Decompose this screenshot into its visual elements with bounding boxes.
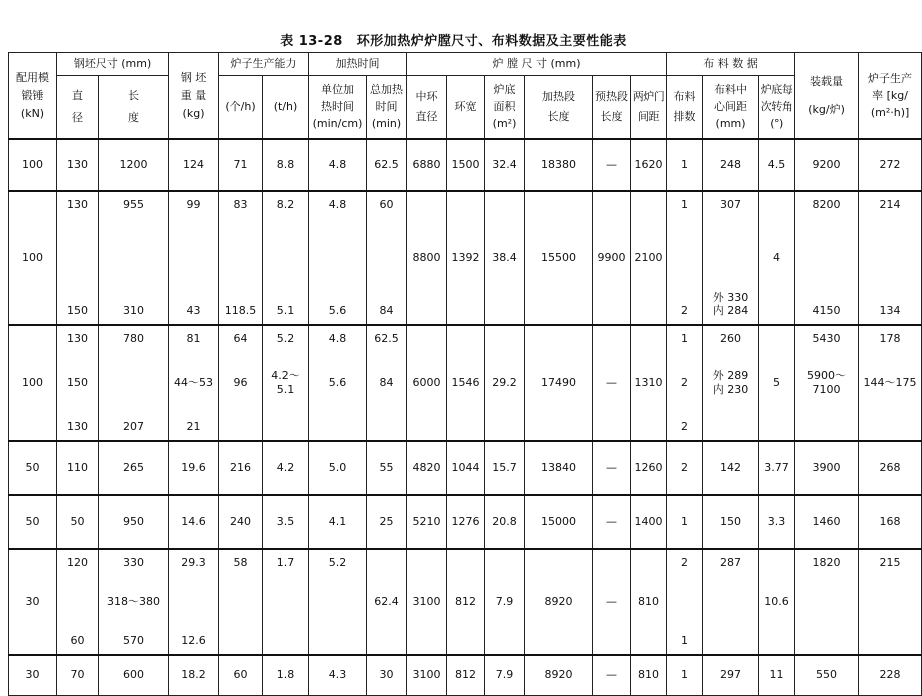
header-preheat-section: 预热段 长度 [593, 76, 631, 140]
cell-line: 8.2 [276, 198, 295, 211]
cell-line: 3900 [812, 461, 841, 474]
cell-line: 62.5 [374, 332, 399, 345]
cell-length [99, 549, 169, 655]
cell-rotate-angle: 11 [759, 655, 795, 695]
cell-row-center [703, 655, 759, 695]
cell-mid-ring-diameter: 5210 [407, 495, 447, 549]
header-chamber: 炉 膛 尺 寸 (mm) [407, 53, 667, 76]
header-rotate-angle: 炉底每 次转角 (°) [759, 76, 795, 140]
cell-productivity [859, 549, 922, 655]
cell-line: 120 [67, 556, 88, 569]
cell-line: 248 [720, 158, 742, 171]
cell-ring-width: 1276 [447, 495, 485, 549]
furnace-data-table [8, 52, 922, 696]
cell-rotate-angle: 10.6 [759, 549, 795, 655]
cell-line: 4150 [812, 304, 841, 317]
table-row [9, 495, 922, 549]
header-capacity: 炉子生产能力 [219, 53, 309, 76]
table-row [9, 139, 922, 191]
cell-pcs-per-hour [219, 549, 263, 655]
cell-heat-section: 15500 [525, 191, 593, 325]
cell-line: 1 [681, 668, 689, 682]
cell-preheat-section: — [593, 139, 631, 191]
cell-row-count [667, 655, 703, 695]
cell-line: 144～175 [863, 376, 917, 389]
header-ton-per-hour: (t/h) [263, 76, 309, 140]
cell-preheat-section: 9900 [593, 191, 631, 325]
cell-diameter [57, 325, 99, 441]
cell-line: 214 [879, 198, 901, 211]
cell-line: 150 [67, 304, 88, 317]
cell-line: 62.5 [374, 158, 399, 171]
cell-line: 70 [70, 668, 85, 682]
cell-line: 1 [681, 634, 689, 647]
cell-mid-ring-diameter: 3100 [407, 655, 447, 695]
cell-mid-ring-diameter: 4820 [407, 441, 447, 495]
cell-line: 5.2 [276, 332, 295, 345]
cell-line: 330 [123, 556, 144, 569]
cell-row-count [667, 495, 703, 549]
cell-line: 4.2～5.1 [271, 369, 300, 396]
cell-productivity [859, 191, 922, 325]
cell-line: 60 [70, 634, 85, 647]
cell-line: 110 [67, 461, 88, 474]
header-diameter: 直 径 [57, 76, 99, 140]
cell-line: 12.6 [181, 634, 206, 647]
cell-length [99, 441, 169, 495]
cell-line: 1200 [119, 158, 148, 171]
header-productivity: 炉子生产 率 [kg/ (m²·h)] [859, 53, 922, 140]
header-door-spacing: 两炉门 间距 [631, 76, 667, 140]
cell-line: 99 [186, 198, 201, 211]
cell-line: 950 [123, 515, 144, 528]
cell-productivity [859, 441, 922, 495]
cell-rotate-angle: 3.77 [759, 441, 795, 495]
cell-diameter [57, 191, 99, 325]
cell-rotate-angle: 5 [759, 325, 795, 441]
cell-line: 96 [233, 376, 248, 389]
table-row [9, 549, 922, 655]
cell-row-center [703, 495, 759, 549]
cell-line: 5.2 [328, 556, 347, 569]
cell-line: 260 [720, 332, 742, 345]
cell-row-count [667, 549, 703, 655]
cell-door-spacing: 2100 [631, 191, 667, 325]
cell-line: 955 [123, 198, 144, 211]
cell-total-heat-time [367, 325, 407, 441]
cell-ton-per-hour [263, 495, 309, 549]
cell-door-spacing: 1260 [631, 441, 667, 495]
cell-line: 1820 [812, 556, 841, 569]
cell-line: 外 289 内 230 [712, 369, 749, 396]
cell-forge-hammer: 50 [9, 441, 57, 495]
cell-load [795, 495, 859, 549]
cell-line: 4.2 [276, 461, 295, 474]
header-total-heat-time: 总加热 时间 (min) [367, 76, 407, 140]
cell-total-heat-time [367, 191, 407, 325]
cell-row-count [667, 325, 703, 441]
cell-line: 2 [681, 304, 689, 317]
cell-pcs-per-hour [219, 325, 263, 441]
cell-total-heat-time [367, 495, 407, 549]
cell-load [795, 139, 859, 191]
cell-diameter [57, 655, 99, 695]
cell-line: 1460 [812, 515, 841, 528]
cell-ton-per-hour [263, 549, 309, 655]
cell-line: 71 [233, 158, 248, 171]
cell-rotate-angle: 3.3 [759, 495, 795, 549]
cell-unit-heat-time [309, 549, 367, 655]
cell-line: 84 [379, 304, 394, 317]
cell-heat-section: 8920 [525, 549, 593, 655]
cell-ring-width: 1500 [447, 139, 485, 191]
cell-line: 2 [681, 420, 689, 433]
cell-diameter [57, 549, 99, 655]
cell-line: 50 [70, 515, 85, 528]
cell-door-spacing: 810 [631, 655, 667, 695]
cell-row-center [703, 139, 759, 191]
cell-heat-section: 15000 [525, 495, 593, 549]
table-title [0, 30, 907, 49]
cell-rotate-angle: 4 [759, 191, 795, 325]
header-mid-ring-diameter: 中环 直径 [407, 76, 447, 140]
cell-mid-ring-diameter: 6000 [407, 325, 447, 441]
table-row [9, 325, 922, 441]
cell-forge-hammer: 30 [9, 549, 57, 655]
cell-line: 150 [720, 515, 742, 528]
cell-diameter [57, 441, 99, 495]
cell-ton-per-hour [263, 325, 309, 441]
cell-mid-ring-diameter: 6880 [407, 139, 447, 191]
cell-ton-per-hour [263, 655, 309, 695]
cell-line: 3.5 [276, 515, 295, 528]
table-row [9, 655, 922, 695]
cell-line: 1 [681, 332, 689, 345]
header-heat-time: 加热时间 [309, 53, 407, 76]
cell-load [795, 191, 859, 325]
cell-hearth-area: 38.4 [485, 191, 525, 325]
cell-heat-section: 18380 [525, 139, 593, 191]
cell-line: 600 [123, 668, 144, 682]
cell-line: 207 [123, 420, 144, 433]
cell-length [99, 655, 169, 695]
cell-preheat-section: — [593, 549, 631, 655]
cell-ring-width: 812 [447, 549, 485, 655]
cell-length [99, 191, 169, 325]
cell-ring-width: 1044 [447, 441, 485, 495]
cell-diameter [57, 139, 99, 191]
cell-line: 5900～7100 [807, 369, 847, 396]
cell-hearth-area: 20.8 [485, 495, 525, 549]
cell-line: 29.3 [181, 556, 206, 569]
cell-line: 4.3 [328, 668, 347, 682]
cell-hearth-area: 32.4 [485, 139, 525, 191]
header-billet-size: 钢坯尺寸 (mm) [57, 53, 169, 76]
cell-preheat-section: — [593, 495, 631, 549]
cell-line: 1.7 [276, 556, 295, 569]
cell-line: 168 [879, 515, 901, 528]
cell-line: 44～53 [174, 376, 214, 389]
cell-weight [169, 495, 219, 549]
cell-line: 150 [67, 376, 88, 389]
cell-line: 5.6 [328, 304, 347, 317]
cell-line: 19.6 [181, 461, 206, 474]
cell-line: 215 [879, 556, 901, 569]
table-body [9, 139, 922, 695]
header-load: 装载量 (kg/炉) [795, 53, 859, 140]
cell-line: 550 [816, 668, 838, 682]
cell-line: 60 [233, 668, 248, 682]
header-row-2 [9, 76, 922, 140]
cell-line: 272 [879, 158, 901, 171]
cell-load [795, 441, 859, 495]
cell-line: 1.8 [276, 668, 295, 682]
cell-forge-hammer: 30 [9, 655, 57, 695]
cell-hearth-area: 7.9 [485, 549, 525, 655]
cell-line: 240 [230, 515, 252, 528]
cell-heat-section: 17490 [525, 325, 593, 441]
cell-line: 130 [67, 198, 88, 211]
cell-line: 310 [123, 304, 144, 317]
cell-row-center [703, 441, 759, 495]
cell-unit-heat-time [309, 441, 367, 495]
cell-line: 130 [67, 158, 88, 171]
cell-pcs-per-hour [219, 139, 263, 191]
cell-preheat-section: — [593, 655, 631, 695]
cell-weight [169, 549, 219, 655]
cell-total-heat-time [367, 655, 407, 695]
header-heat-section: 加热段 长度 [525, 76, 593, 140]
cell-total-heat-time [367, 549, 407, 655]
cell-length [99, 495, 169, 549]
cell-line: 307 [720, 198, 742, 211]
cell-line: 318～380 [107, 595, 160, 608]
cell-length [99, 139, 169, 191]
header-forge-hammer: 配用模 锻锤 (kN) [9, 53, 57, 140]
cell-line: 4.1 [328, 515, 347, 528]
cell-line: 5430 [812, 332, 841, 345]
cell-line: 1 [681, 158, 689, 171]
cell-load [795, 549, 859, 655]
cell-line: 58 [233, 556, 248, 569]
cell-line: 8.8 [276, 158, 295, 171]
cell-forge-hammer: 100 [9, 139, 57, 191]
cell-line: 228 [879, 668, 901, 682]
header-hearth-area: 炉底 面积 (m²) [485, 76, 525, 140]
cell-unit-heat-time [309, 655, 367, 695]
cell-hearth-area: 29.2 [485, 325, 525, 441]
cell-weight [169, 441, 219, 495]
cell-ton-per-hour [263, 441, 309, 495]
cell-weight [169, 325, 219, 441]
cell-line: 21 [186, 420, 201, 433]
cell-line: 外 330 内 284 [712, 290, 749, 318]
cell-pcs-per-hour [219, 191, 263, 325]
cell-line: 287 [720, 556, 742, 569]
cell-forge-hammer: 100 [9, 325, 57, 441]
cell-line: 570 [123, 634, 144, 647]
cell-line: 64 [233, 332, 248, 345]
cell-line: 4.8 [328, 332, 347, 345]
cell-unit-heat-time [309, 495, 367, 549]
cell-row-center [703, 325, 759, 441]
cell-line: 84 [379, 376, 394, 389]
cell-preheat-section: — [593, 441, 631, 495]
cell-total-heat-time [367, 139, 407, 191]
cell-load [795, 655, 859, 695]
cell-line: 14.6 [181, 515, 206, 528]
cell-line: 4.8 [328, 198, 347, 211]
cell-line: 216 [230, 461, 252, 474]
cell-door-spacing: 1310 [631, 325, 667, 441]
cell-line: 55 [379, 461, 394, 474]
cell-heat-section: 8920 [525, 655, 593, 695]
cell-rotate-angle: 4.5 [759, 139, 795, 191]
cell-line: 142 [720, 461, 742, 474]
cell-line: 780 [123, 332, 144, 345]
cell-ring-width: 1546 [447, 325, 485, 441]
cell-line: 2 [681, 376, 689, 389]
cell-line: 118.5 [224, 304, 257, 317]
cell-heat-section: 13840 [525, 441, 593, 495]
cell-line: 124 [183, 158, 205, 171]
header-row-1 [9, 53, 922, 76]
cell-line: 43 [186, 304, 201, 317]
header-billet-weight: 钢 坯 重 量 (kg) [169, 53, 219, 140]
cell-row-center [703, 549, 759, 655]
cell-weight [169, 655, 219, 695]
cell-hearth-area: 15.7 [485, 441, 525, 495]
cell-line: 1 [681, 515, 689, 528]
cell-line: 18.2 [181, 668, 206, 682]
cell-row-center [703, 191, 759, 325]
cell-ton-per-hour [263, 139, 309, 191]
cell-line: 9200 [812, 158, 841, 171]
cell-diameter [57, 495, 99, 549]
cell-productivity [859, 139, 922, 191]
table-caption: 环形加热炉炉膛尺寸、布料数据及主要性能表 [356, 34, 627, 49]
cell-line: 81 [186, 332, 201, 345]
cell-line: 5.1 [276, 304, 295, 317]
header-row-center: 布料中 心间距 (mm) [703, 76, 759, 140]
cell-unit-heat-time [309, 139, 367, 191]
cell-preheat-section: — [593, 325, 631, 441]
cell-pcs-per-hour [219, 655, 263, 695]
header-length: 长 度 [99, 76, 169, 140]
cell-forge-hammer: 50 [9, 495, 57, 549]
cell-productivity [859, 495, 922, 549]
cell-productivity [859, 325, 922, 441]
cell-load [795, 325, 859, 441]
cell-unit-heat-time [309, 191, 367, 325]
header-layout: 布 料 数 据 [667, 53, 795, 76]
cell-line: 60 [379, 198, 394, 211]
cell-row-count [667, 139, 703, 191]
cell-line: 8200 [812, 198, 841, 211]
cell-line: 62.4 [374, 595, 399, 608]
cell-unit-heat-time [309, 325, 367, 441]
cell-pcs-per-hour [219, 441, 263, 495]
cell-line: 130 [67, 420, 88, 433]
cell-weight [169, 139, 219, 191]
cell-line: 297 [720, 668, 742, 682]
cell-total-heat-time [367, 441, 407, 495]
cell-row-count [667, 441, 703, 495]
cell-mid-ring-diameter: 8800 [407, 191, 447, 325]
cell-line: 178 [879, 332, 901, 345]
table-number: 表 13-28 [280, 34, 343, 49]
cell-weight [169, 191, 219, 325]
cell-door-spacing: 810 [631, 549, 667, 655]
table-row [9, 191, 922, 325]
cell-length [99, 325, 169, 441]
cell-pcs-per-hour [219, 495, 263, 549]
cell-line: 134 [879, 304, 901, 317]
cell-line: 4.8 [328, 158, 347, 171]
cell-line: 25 [379, 515, 394, 528]
header-row-count: 布料 排数 [667, 76, 703, 140]
cell-line: 130 [67, 332, 88, 345]
cell-line: 30 [379, 668, 394, 682]
cell-hearth-area: 7.9 [485, 655, 525, 695]
cell-ring-width: 1392 [447, 191, 485, 325]
header-pcs-per-hour: (个/h) [219, 76, 263, 140]
cell-door-spacing: 1620 [631, 139, 667, 191]
cell-line: 5.0 [328, 461, 347, 474]
cell-ton-per-hour [263, 191, 309, 325]
cell-line: 1 [681, 198, 689, 211]
cell-line: 83 [233, 198, 248, 211]
table-row [9, 441, 922, 495]
cell-line: 2 [681, 461, 689, 474]
cell-line: 268 [879, 461, 901, 474]
cell-door-spacing: 1400 [631, 495, 667, 549]
cell-row-count [667, 191, 703, 325]
cell-productivity [859, 655, 922, 695]
cell-mid-ring-diameter: 3100 [407, 549, 447, 655]
header-ring-width: 环宽 [447, 76, 485, 140]
cell-line: 5.6 [328, 376, 347, 389]
cell-forge-hammer: 100 [9, 191, 57, 325]
cell-line: 2 [681, 556, 689, 569]
cell-line: 265 [123, 461, 144, 474]
header-unit-heat-time: 单位加 热时间 (min/cm) [309, 76, 367, 140]
cell-ring-width: 812 [447, 655, 485, 695]
